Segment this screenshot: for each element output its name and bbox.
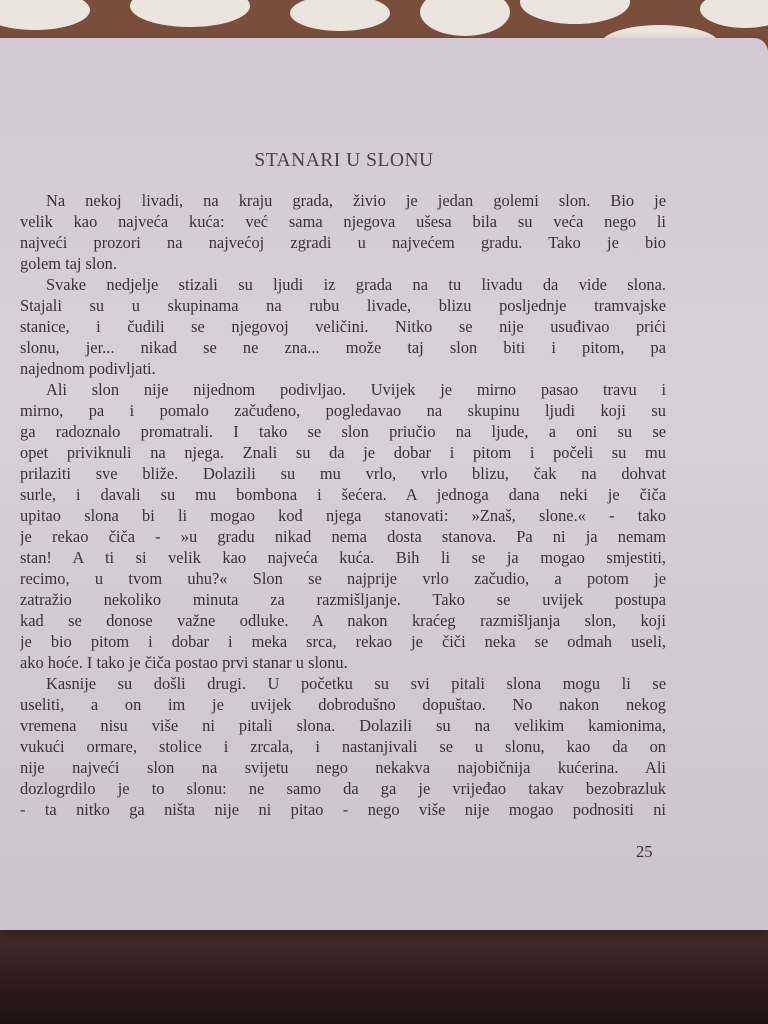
text-line: stan! A ti si velik kao najveća kuća. Bih li se ja mogao smjestiti, bbox=[20, 548, 666, 567]
fabric-pattern-blob bbox=[0, 0, 90, 30]
text-line: vremena nisu više ni pitali slona. Dolazili su na velikim kamionima, bbox=[20, 716, 666, 735]
table-surface bbox=[0, 925, 768, 1024]
text-line: Na nekoj livadi, na kraju grada, živio je jedan golemi slon. Bio je bbox=[46, 191, 666, 210]
text-line: najednom podivljati. bbox=[20, 359, 156, 378]
fabric-pattern-blob bbox=[290, 0, 390, 31]
text-line: - ta nitko ga ništa nije ni pitao - nego više nije mogao podnositi ni bbox=[20, 800, 666, 819]
body-text bbox=[20, 190, 666, 820]
text-line: surle, i davali su mu bombona i šećera. A jednoga dana neki je čiča bbox=[20, 485, 666, 504]
text-line: je rekao čiča - »u gradu nikad nema dosta stanova. Pa ni ja nemam bbox=[20, 527, 666, 546]
text-line: stanice, i čudili se njegovoj veličini. Nitko se nije usuđivao prići bbox=[20, 317, 666, 336]
text-line: vukući ormare, stolice i zrcala, i nastanjivali se u slonu, kao da on bbox=[20, 737, 666, 756]
text-line: upitao slona bi li mogao kod njega stanovati: »Znaš, slone.« - tako bbox=[20, 506, 666, 525]
chapter-title: STANARI U SLONU bbox=[254, 150, 434, 171]
text-line: slonu, jer... nikad se ne zna... može taj slon biti i pitom, pa bbox=[20, 338, 666, 357]
text-line: mirno, pa i pomalo začuđeno, pogledavao na skupinu ljudi koji su bbox=[20, 401, 666, 420]
text-line: zatražio nekoliko minuta za razmišljanje. Tako se uvijek postupa bbox=[20, 590, 666, 609]
text-line: prilaziti sve bliže. Dolazili su mu vrlo, vrlo blizu, čak na dohvat bbox=[20, 464, 666, 483]
text-line: je bio pitom i dobar i meka srca, rekao je čiči neka se odmah useli, bbox=[20, 632, 666, 651]
text-line: ako hoće. I tako je čiča postao prvi stanar u slonu. bbox=[20, 653, 348, 672]
fabric-pattern-blob bbox=[420, 0, 510, 36]
page-number: 25 bbox=[636, 842, 653, 861]
fabric-pattern-blob bbox=[130, 0, 250, 27]
fabric-pattern-blob bbox=[700, 0, 768, 28]
text-line: golem taj slon. bbox=[20, 254, 117, 273]
text-line: useliti, a on im je uvijek dobrodušno dopuštao. No nakon nekog bbox=[20, 695, 666, 714]
text-line: nije najveći slon na svijetu nego nekakva najobičnija kućerina. Ali bbox=[20, 758, 666, 777]
text-line: opet priviknuli na njega. Znali su da je dobar i pitom i počeli su mu bbox=[20, 443, 666, 462]
text-line: Ali slon nije nijednom podivljao. Uvijek je mirno pasao travu i bbox=[46, 380, 666, 399]
fabric-pattern-blob bbox=[520, 0, 630, 24]
text-line: recimo, u tvom uhu?« Slon se najprije vrlo začudio, a potom je bbox=[20, 569, 666, 588]
text-line: Stajali su u skupinama na rubu livade, blizu posljednje tramvajske bbox=[20, 296, 666, 315]
text-line: velik kao najveća kuća: već sama njegova ušesa bila su veća nego li bbox=[20, 212, 666, 231]
text-line: Kasnije su došli drugi. U početku su svi pitali slona mogu li se bbox=[46, 674, 666, 693]
text-line: najveći prozori na najvećoj zgradi u najvećem gradu. Tako je bio bbox=[20, 233, 666, 252]
text-line: kad se donose važne odluke. A nakon kraćeg razmišljanja slon, koji bbox=[20, 611, 666, 630]
text-line: ga radoznalo promatrali. I tako se slon priučio na ljude, a oni su se bbox=[20, 422, 666, 441]
text-line: Svake nedjelje stizali su ljudi iz grada na tu livadu da vide slona. bbox=[46, 275, 666, 294]
text-line: dozlogrdilo je to slonu: ne samo da ga je vrijeđao takav bezobrazluk bbox=[20, 779, 666, 798]
